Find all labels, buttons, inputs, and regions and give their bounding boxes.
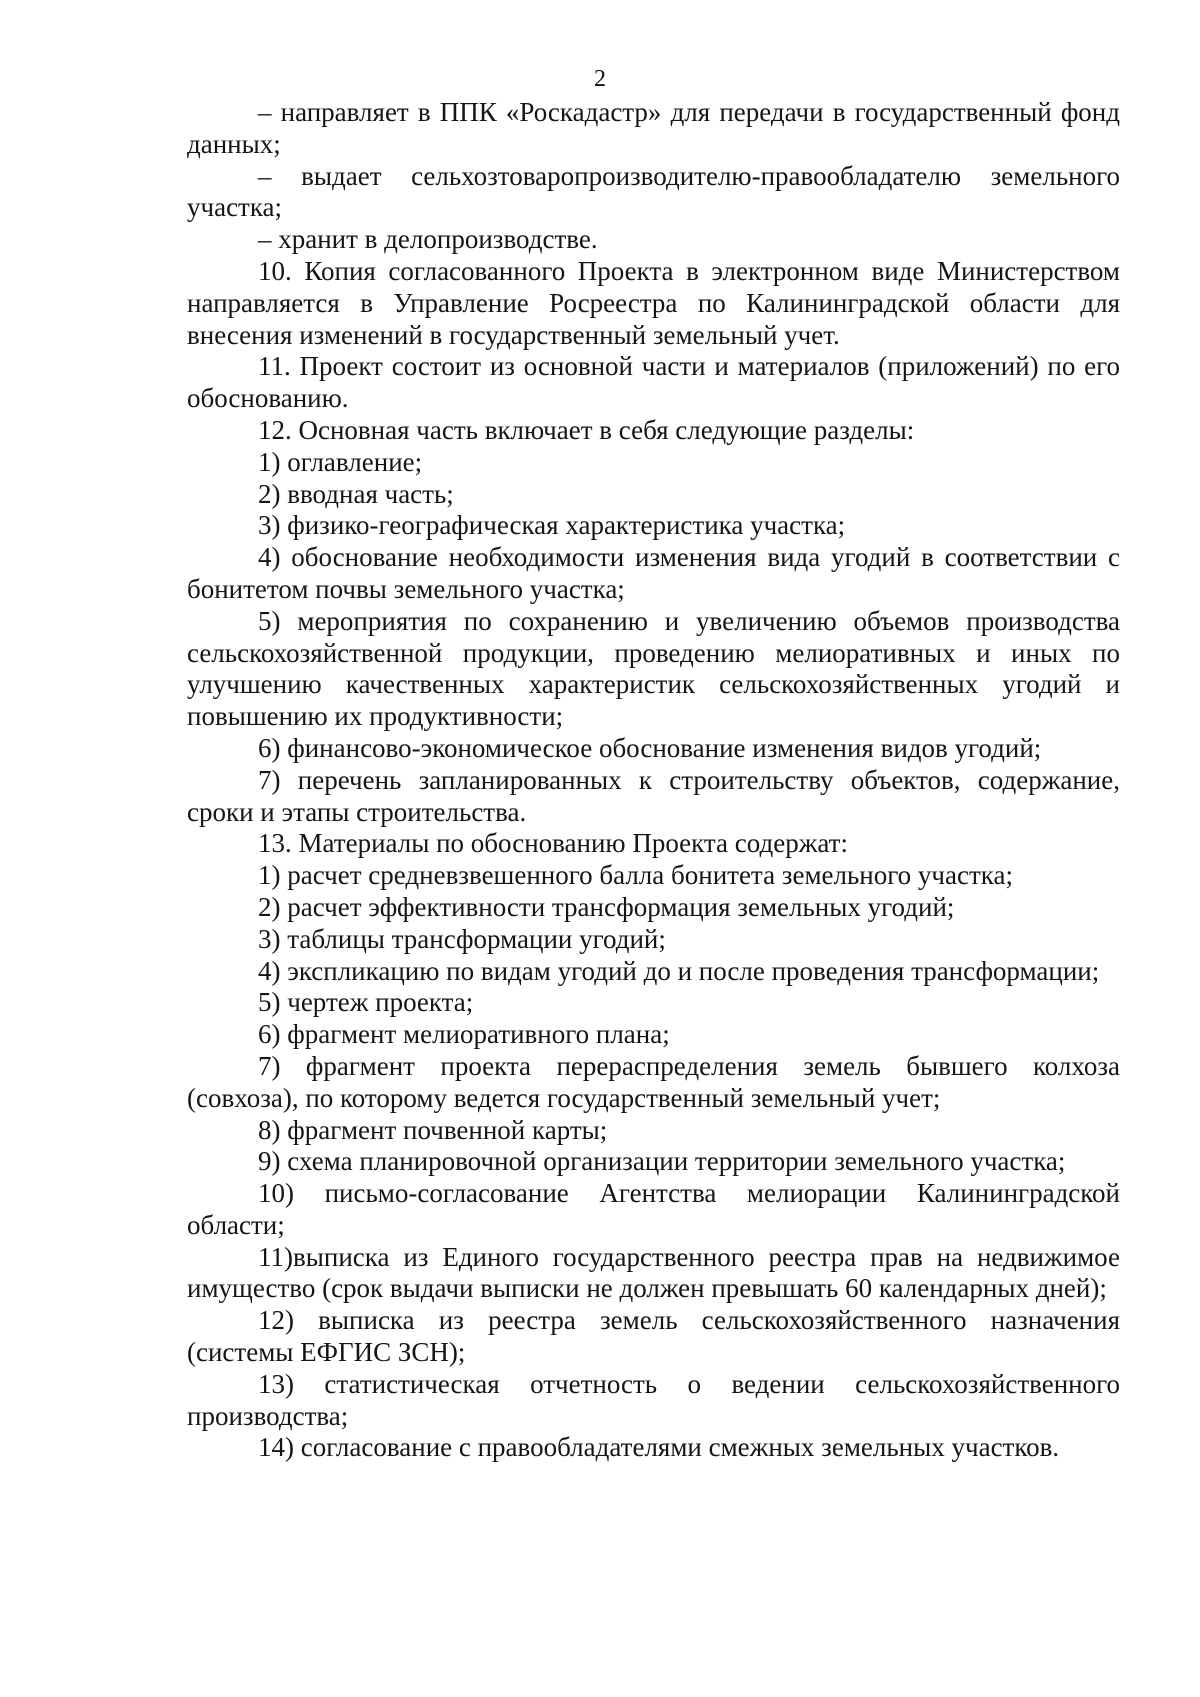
document-body [187, 97, 1120, 1464]
list-item: 13) статистическая отчетность о ведении сельскохозяйственного производства; [187, 1368, 1120, 1431]
list-item: 6) финансово-экономическое обоснование изменения видов угодий; [258, 732, 1042, 763]
list-item: 10) письмо-согласование Агентства мелиорации Калининградской области; [187, 1178, 1120, 1240]
clause-11: 11. Проект состоит из основной части и материалов (приложений) по его обоснованию. [187, 351, 1120, 414]
list-item: 4) обоснование необходимости изменения вида угодий в соответствии с бонитетом почвы земельного участка; [187, 542, 1120, 604]
list-item: 4) экспликацию по видам угодий до и после проведения трансформации; [258, 955, 1100, 986]
clause-13: 13. Материалы по обоснованию Проекта содержат: [258, 828, 848, 859]
list-item: 12) выписка из реестра земель сельскохозяйственного назначения (системы ЕФГИС ЗСН); [187, 1305, 1120, 1368]
list-item: 11)выписка из Единого государственного реестра прав на недвижимое имущество (срок выдачи выписки не должен превышать 60 календарных дней); [187, 1241, 1120, 1304]
list-item: 1) расчет средневзвешенного балла бонитета земельного участка; [258, 860, 1013, 891]
list-item: 7) фрагмент проекта перераспределения земель бывшего колхоза (совхоза), по которому ведется государственный земельный учет; [187, 1050, 1120, 1113]
list-item: 2) расчет эффективности трансформация земельных угодий; [258, 891, 955, 922]
list-item: 6) фрагмент мелиоративного плана; [258, 1019, 670, 1050]
list-item: 14) согласование с правообладателями смежных земельных участков. [258, 1432, 1060, 1463]
paragraph-store-records: – хранит в делопроизводстве. [258, 224, 598, 255]
clause-12: 12. Основная часть включает в себя следующие разделы: [258, 414, 915, 445]
list-item: 9) схема планировочной организации территории земельного участка; [258, 1146, 1066, 1177]
page-number: 2 [594, 66, 606, 92]
list-item: 2) вводная часть; [258, 478, 454, 509]
list-item: 3) физико-географическая характеристика участка; [258, 510, 846, 541]
list-item: 5) мероприятия по сохранению и увеличению объемов производства сельскохозяйственной продукции, проведению мелиоративных и иных по улучшению качественных характеристик сельскохозяйственных угодий и повышению их продуктивности; [187, 605, 1120, 732]
list-item: 1) оглавление; [258, 446, 423, 477]
list-item: 5) чертеж проекта; [258, 987, 474, 1018]
paragraph-issue-to-owner: – выдает сельхозтоваропроизводителю-правообладателю земельного участка; [187, 160, 1120, 223]
clause-10: 10. Копия согласованного Проекта в электронном виде Министерством направляется в Управление Росреестра по Калининградской области для внесения изменений в государственный земельный учет. [187, 255, 1120, 350]
list-item: 7) перечень запланированных к строительству объектов, содержание, сроки и этапы строительства. [187, 764, 1120, 827]
paragraph-send-roskadastr: – направляет в ППК «Роскадастр» для передачи в государственный фонд данных; [187, 97, 1120, 159]
list-item: 3) таблицы трансформации угодий; [258, 923, 666, 954]
list-item: 8) фрагмент почвенной карты; [258, 1114, 608, 1145]
